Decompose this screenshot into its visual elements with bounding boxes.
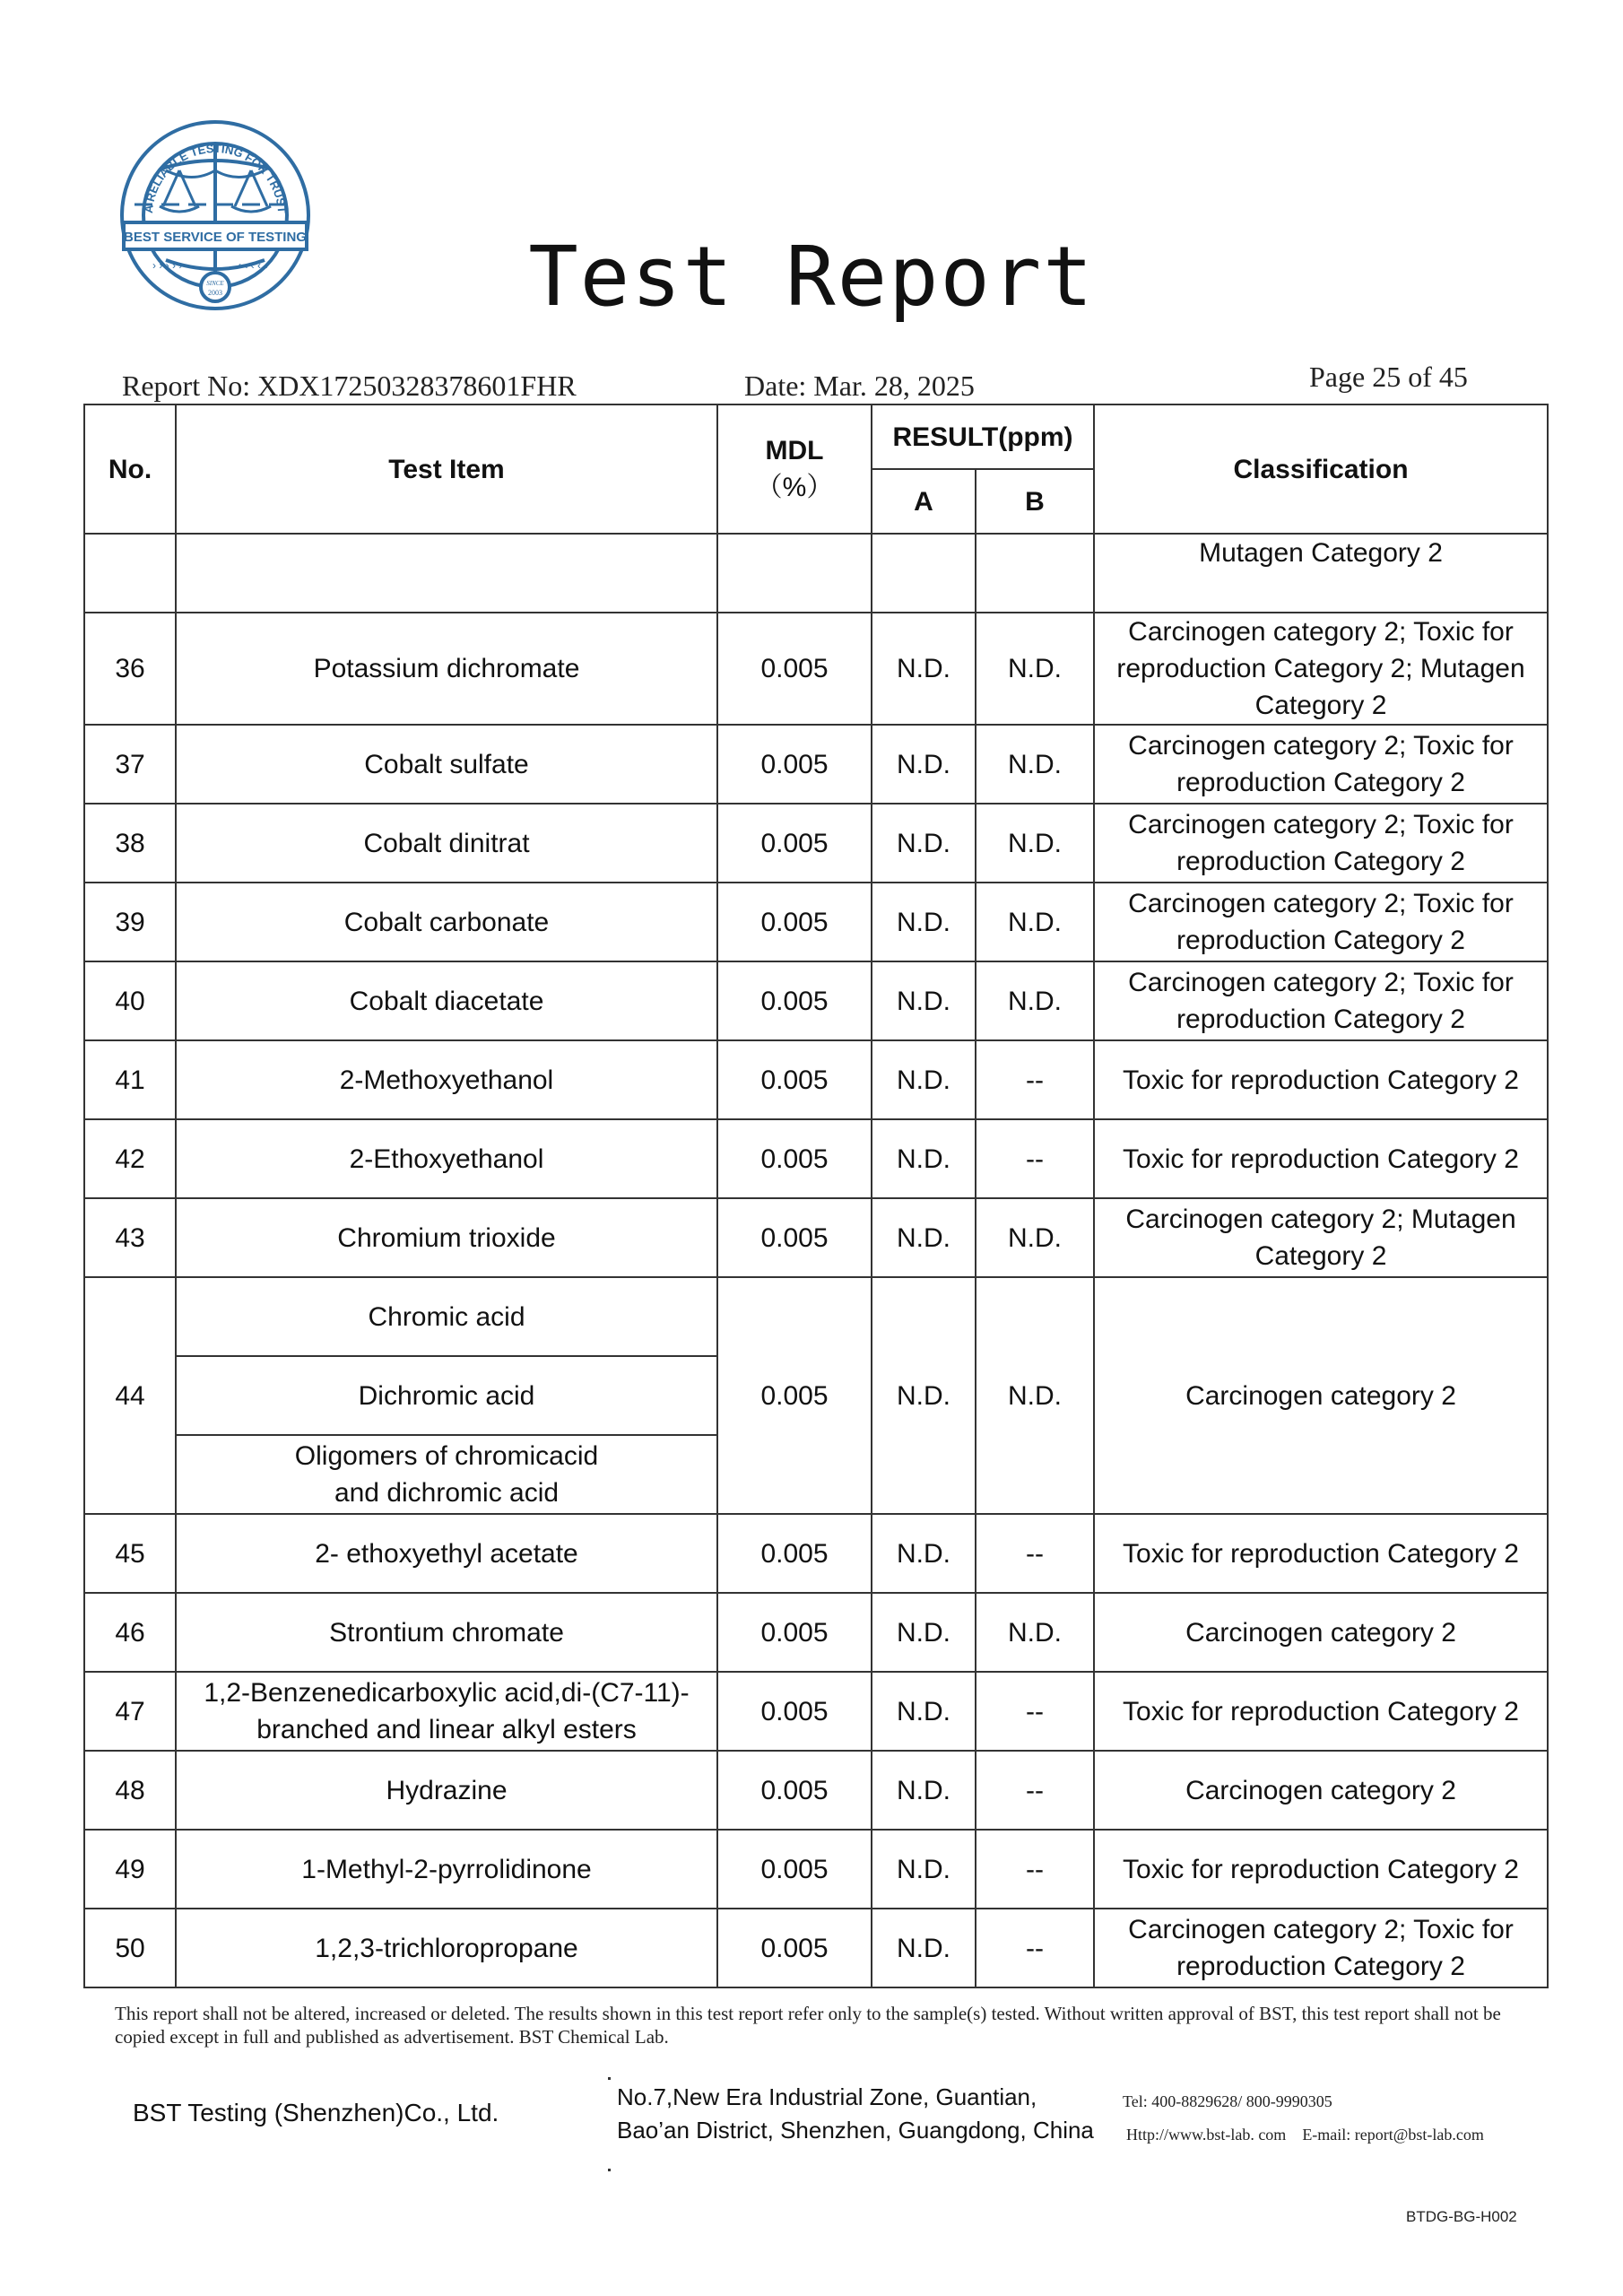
page-title: Test Report xyxy=(528,229,1095,325)
table-row: 46 Strontium chromate 0.005 N.D. N.D. Carcinogen category 2 xyxy=(84,1593,1548,1672)
decorative-dot xyxy=(608,2077,611,2080)
report-date: Date: Mar. 28, 2025 xyxy=(744,370,975,402)
decorative-dot xyxy=(608,2169,611,2171)
header-test-item: Test Item xyxy=(176,404,717,534)
table-row-group-44: 44 Chromic acid 0.005 N.D. N.D. Carcinogen category 2 xyxy=(84,1277,1548,1356)
svg-text:› › › › ›: › › › › › xyxy=(152,259,183,272)
table-row: 43 Chromium trioxide 0.005 N.D. N.D. Carcinogen category 2; Mutagen Category 2 xyxy=(84,1198,1548,1277)
table-row: 36 Potassium dichromate 0.005 N.D. N.D. Carcinogen category 2; Toxic for reproduction Category 2; Mutagen Category 2 xyxy=(84,613,1548,725)
header-result-a: A xyxy=(872,469,976,534)
table-row: 42 2-Ethoxyethanol 0.005 N.D. -- Toxic for reproduction Category 2 xyxy=(84,1119,1548,1198)
disclaimer-text: This report shall not be altered, increased or deleted. The results shown in this test report refer only to the sample(s) tested. Without written approval of BST, this test report shall not be copied except in full and published as advertisement. BST Chemical Lab. xyxy=(115,2003,1501,2048)
header-result-b: B xyxy=(976,469,1094,534)
header-mdl: MDL （%） xyxy=(717,404,872,534)
header-no: No. xyxy=(84,404,176,534)
logo-arc-text: A RELIABLE TESTING FOR TRUST xyxy=(141,141,290,214)
logo-banner-text: BEST SERVICE OF TESTING xyxy=(124,230,307,245)
logo-since-label: SINCE xyxy=(206,280,224,287)
table-row: 45 2- ethoxyethyl acetate 0.005 N.D. -- Toxic for reproduction Category 2 xyxy=(84,1514,1548,1593)
header-result: RESULT(ppm) xyxy=(872,404,1094,469)
classification-cell: Mutagen Category 2 xyxy=(1094,534,1548,613)
table-row: 38 Cobalt dinitrat 0.005 N.D. N.D. Carcinogen category 2; Toxic for reproduction Category 2 xyxy=(84,804,1548,883)
company-address: No.7,New Era Industrial Zone, Guantian, Bao’an District, Shenzhen, Guangdong, China xyxy=(617,2083,1094,2144)
sub-item: Chromic acid xyxy=(176,1277,717,1356)
table-row: 41 2-Methoxyethanol 0.005 N.D. -- Toxic for reproduction Category 2 xyxy=(84,1040,1548,1119)
table-row: 50 1,2,3-trichloropropane 0.005 N.D. -- Carcinogen category 2; Toxic for reproduction Category 2 xyxy=(84,1909,1548,1987)
logo-since-year: 2003 xyxy=(208,289,222,297)
table-row: 39 Cobalt carbonate 0.005 N.D. N.D. Carcinogen category 2; Toxic for reproduction Category 2 xyxy=(84,883,1548,961)
table-row-continued xyxy=(84,534,1548,613)
web-email: Http://www.bst-lab. com E-mail: report@bst-lab.com xyxy=(1126,2126,1484,2144)
table-row: 49 1-Methyl-2-pyrrolidinone 0.005 N.D. -- Toxic for reproduction Category 2 xyxy=(84,1830,1548,1909)
form-code: BTDG-BG-H002 xyxy=(1406,2208,1517,2225)
svg-text:‹ ‹ ‹ ‹ ‹: ‹ ‹ ‹ ‹ ‹ xyxy=(238,259,268,272)
report-number: Report No: XDX17250328378601FHR xyxy=(122,370,577,402)
page-number: Page 25 of 45 xyxy=(1309,361,1468,393)
sub-item: Dichromic acid xyxy=(176,1356,717,1435)
table-row: 40 Cobalt diacetate 0.005 N.D. N.D. Carcinogen category 2; Toxic for reproduction Category 2 xyxy=(84,961,1548,1040)
table-row: 47 1,2-Benzenedicarboxylic acid,di-(C7-11)-branched and linear alkyl esters 0.005 N.D. -- Toxic for reproduction Category 2 xyxy=(84,1672,1548,1751)
table-row: 37 Cobalt sulfate 0.005 N.D. N.D. Carcinogen category 2; Toxic for reproduction Category 2 xyxy=(84,725,1548,804)
company-name: BST Testing (Shenzhen)Co., Ltd. xyxy=(133,2099,499,2126)
phone-number: Tel: 400-8829628/ 800-9990305 xyxy=(1123,2092,1332,2110)
sub-item: Oligomers of chromicacid and dichromic acid xyxy=(176,1435,717,1514)
test-results-table xyxy=(83,404,1549,1988)
header-classification: Classification xyxy=(1094,404,1548,534)
company-contact xyxy=(1123,2085,1484,2152)
table-row: 48 Hydrazine 0.005 N.D. -- Carcinogen category 2 xyxy=(84,1751,1548,1830)
